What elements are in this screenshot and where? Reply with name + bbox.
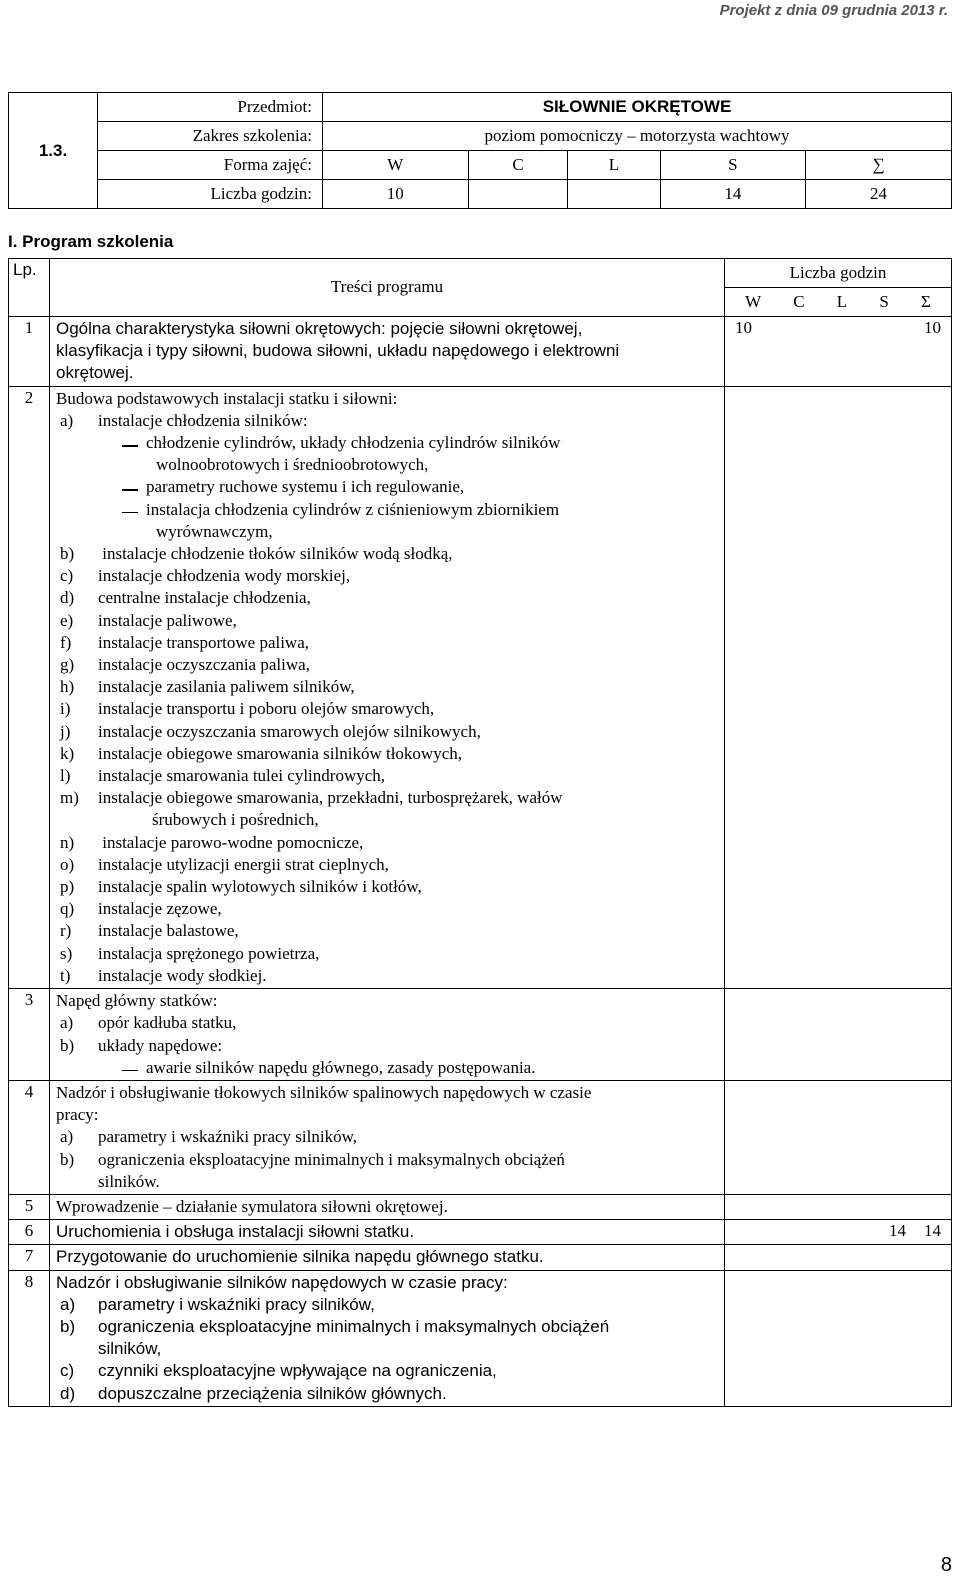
continuation-line: silników. <box>98 1171 160 1191</box>
row-number: 7 <box>9 1245 50 1270</box>
program-row <box>9 1245 952 1270</box>
scope-value: poziom pomocniczy – motorzysta wachtowy <box>323 122 952 151</box>
item-letter: c) <box>60 566 74 586</box>
row-number: 8 <box>9 1270 50 1406</box>
item-text: opór kadłuba statku, <box>98 1013 237 1033</box>
item-letter: d) <box>60 588 75 608</box>
sub-item <box>56 787 724 809</box>
hours-l <box>568 180 660 209</box>
item-letter: b) <box>60 1316 76 1336</box>
row-content <box>50 317 725 387</box>
item-letter: i) <box>60 699 71 719</box>
sub-item <box>56 743 724 765</box>
program-table <box>8 258 952 1407</box>
content-line: Wprowadzenie – działanie symulatora siłowni okrętowej. <box>56 1196 448 1216</box>
row-title: Budowa podstawowych instalacji statku i siłowni: <box>56 388 398 408</box>
item-letter: a) <box>60 410 74 430</box>
hours-c <box>468 180 568 209</box>
continuation-line: silników, <box>98 1339 162 1359</box>
form-s: S <box>660 151 806 180</box>
continuation-line: wolnoobrotowych i średnioobrotowych, <box>156 455 429 475</box>
sub-item <box>56 1126 724 1148</box>
item-text: instalacje wody słodkiej. <box>98 965 267 985</box>
continuation-line: wyrównawczym, <box>156 521 273 541</box>
row-number: 3 <box>9 989 50 1081</box>
dash-item: awarie silników napędu głównego, zasady postępowania. <box>56 1057 724 1079</box>
sub-item <box>56 943 724 965</box>
row-title: pracy: <box>56 1105 99 1125</box>
item-text: instalacje chłodzenia wody morskiej, <box>98 566 351 586</box>
hours-label: Liczba godzin: <box>98 180 323 209</box>
sub-item <box>56 898 724 920</box>
item-text: instalacje utylizacji energii strat cieplnych, <box>98 854 389 874</box>
item-letter: a) <box>60 1127 74 1147</box>
subject-table <box>8 92 952 209</box>
row-number: 2 <box>9 386 50 988</box>
item-text: instalacje oczyszczania smarowych olejów silnikowych, <box>98 721 481 741</box>
sub-item <box>56 1360 724 1382</box>
item-text: instalacje transportowe paliwa, <box>98 632 310 652</box>
row-content <box>50 386 725 988</box>
hcol-sum: Σ <box>920 292 931 311</box>
item-text: centralne instalacje chłodzenia, <box>98 588 311 608</box>
row-content <box>50 1270 725 1406</box>
item-letter: e) <box>60 610 74 630</box>
row-hours <box>725 317 952 387</box>
form-l: L <box>568 151 660 180</box>
program-row <box>9 317 952 387</box>
col-hours: Liczba godzin <box>725 259 952 288</box>
item-letter: l) <box>60 766 71 786</box>
sub-item <box>56 1012 724 1034</box>
item-text: instalacje obiegowe smarowania, przekładni, turbosprężarek, wałów <box>98 788 563 808</box>
continuation-line: śrubowych i pośrednich, <box>152 810 319 830</box>
item-text: instalacje zęzowe, <box>98 899 222 919</box>
item-letter: d) <box>60 1383 76 1403</box>
item-letter: k) <box>60 743 75 763</box>
scope-label: Zakres szkolenia: <box>98 122 323 151</box>
col-content: Treści programu <box>50 259 725 317</box>
program-row <box>9 386 952 988</box>
row-content <box>50 1245 725 1270</box>
row-number: 1 <box>9 317 50 387</box>
item-letter: c) <box>60 1361 75 1381</box>
sub-item <box>56 876 724 898</box>
item-text: instalacje spalin wylotowych silników i kotłów, <box>98 877 422 897</box>
item-letter: n) <box>60 832 75 852</box>
page-number: 8 <box>940 1554 952 1576</box>
sub-item <box>56 1316 724 1338</box>
item-letter: a) <box>60 1013 74 1033</box>
sub-item <box>56 587 724 609</box>
hcol-l: L <box>836 292 848 311</box>
sub-item <box>56 698 724 720</box>
sub-item <box>56 632 724 654</box>
hour-cols <box>725 288 951 316</box>
dash-item: instalacja chłodzenia cylindrów z ciśnieniowym zbiornikiem <box>56 499 724 521</box>
section-title: I. Program szkolenia <box>8 232 174 251</box>
sub-item <box>56 1149 724 1171</box>
form-c: C <box>468 151 568 180</box>
sub-item <box>56 1383 724 1405</box>
item-text: instalacja sprężonego powietrza, <box>98 943 320 963</box>
item-text: ograniczenia eksploatacyjne minimalnych i maksymalnych obciążeń <box>98 1149 565 1169</box>
item-letter: t) <box>60 965 71 985</box>
hours-values <box>725 1220 951 1242</box>
item-letter: q) <box>60 899 75 919</box>
hcol-w: W <box>745 292 762 311</box>
item-text: instalacje obiegowe smarowania silników tłokowych, <box>98 743 462 763</box>
item-letter: b) <box>60 1035 75 1055</box>
col-lp: Lp. <box>9 259 50 317</box>
subject-value: SIŁOWNIE OKRĘTOWE <box>323 93 952 122</box>
form-sum: ∑ <box>806 151 952 180</box>
item-text: instalacje zasilania paliwem silników, <box>98 677 355 697</box>
row-hours <box>725 386 952 988</box>
row-title: Nadzór i obsługiwanie silników napędowych w czasie pracy: <box>56 1272 508 1292</box>
program-row <box>9 1194 952 1219</box>
item-text: układy napędowe: <box>98 1035 223 1055</box>
content-line: Uruchomienia i obsługa instalacji siłowni statku. <box>56 1222 415 1242</box>
item-letter: f) <box>60 632 72 652</box>
item-letter: h) <box>60 677 75 697</box>
item-text: instalacje parowo-wodne pomocnicze, <box>98 832 364 852</box>
hours-values <box>725 317 951 339</box>
item-text: instalacje transportu i poboru olejów smarowych, <box>98 699 435 719</box>
sub-item <box>56 565 724 587</box>
row-hours <box>725 1220 952 1245</box>
subject-label: Przedmiot: <box>98 93 323 122</box>
item-text: instalacje chłodzenia silników: <box>98 410 308 430</box>
sub-item <box>56 765 724 787</box>
sub-item <box>56 543 724 565</box>
row-content <box>50 1220 725 1245</box>
subject-number: 1.3. <box>9 93 98 209</box>
row-content <box>50 1080 725 1194</box>
item-text: instalacje chłodzenie tłoków silników wodą słodką, <box>98 544 453 564</box>
row-number: 5 <box>9 1194 50 1219</box>
content-line: klasyfikacja i typy siłowni, budowa siłowni, układu napędowego i elektrowni <box>56 341 620 361</box>
hours-w: 10 <box>735 318 752 337</box>
item-letter: a) <box>60 1294 76 1314</box>
item-letter: o) <box>60 854 75 874</box>
row-title: Nadzór i obsługiwanie tłokowych silników spalinowych napędowych w czasie <box>56 1082 592 1102</box>
sub-item <box>56 410 724 432</box>
content-line: okrętowej. <box>56 363 134 383</box>
item-text: dopuszczalne przeciążenia silników głównych. <box>98 1383 447 1403</box>
item-text: parametry i wskaźniki pracy silników, <box>98 1127 358 1147</box>
item-letter: g) <box>60 655 75 675</box>
item-text: instalacje paliwowe, <box>98 610 237 630</box>
item-text: parametry i wskaźniki pracy silników, <box>98 1294 375 1314</box>
row-hours <box>725 1080 952 1194</box>
program-row <box>9 1270 952 1406</box>
item-text: ograniczenia eksploatacyjne minimalnych i maksymalnych obciążeń <box>98 1316 610 1336</box>
sub-item <box>56 920 724 942</box>
hours-w: 10 <box>323 180 469 209</box>
item-letter: b) <box>60 1149 75 1169</box>
item-text: instalacje balastowe, <box>98 921 239 941</box>
row-number: 6 <box>9 1220 50 1245</box>
item-letter: b) <box>60 544 75 564</box>
sub-item <box>56 654 724 676</box>
row-number: 4 <box>9 1080 50 1194</box>
item-text: instalacje smarowania tulei cylindrowych, <box>98 766 386 786</box>
item-letter: j) <box>60 721 71 741</box>
sub-item <box>56 965 724 987</box>
sub-item <box>56 854 724 876</box>
content-line: Ogólna charakterystyka siłowni okrętowych: pojęcie siłowni okrętowej, <box>56 319 583 338</box>
sub-item <box>56 1294 724 1316</box>
sub-item <box>56 676 724 698</box>
form-label: Forma zajęć: <box>98 151 323 180</box>
row-content <box>50 1194 725 1219</box>
item-letter: r) <box>60 921 72 941</box>
row-content <box>50 989 725 1081</box>
hours-sum: 10 <box>924 318 941 337</box>
item-text: czynniki eksploatacyjne wpływające na ograniczenia, <box>98 1361 497 1381</box>
project-header: Projekt z dnia 09 grudnia 2013 r. <box>719 2 948 19</box>
item-letter: m) <box>60 788 79 808</box>
dash-item: parametry ruchowe systemu i ich regulowanie, <box>56 476 724 498</box>
sub-item <box>56 610 724 632</box>
item-text: instalacje oczyszczania paliwa, <box>98 655 310 675</box>
hours-sum: 24 <box>806 180 952 209</box>
form-w: W <box>323 151 469 180</box>
sub-item <box>56 721 724 743</box>
hours-s: 14 <box>660 180 806 209</box>
item-letter: s) <box>60 943 73 963</box>
sub-item <box>56 1035 724 1057</box>
sub-item <box>56 832 724 854</box>
row-hours <box>725 1194 952 1219</box>
content-line: Przygotowanie do uruchomienie silnika napędu głównego statku. <box>56 1247 544 1267</box>
dash-item: chłodzenie cylindrów, układy chłodzenia cylindrów silników <box>56 432 724 454</box>
row-hours <box>725 1245 952 1270</box>
hours-sum: 14 <box>924 1221 941 1241</box>
hours-s: 14 <box>889 1221 906 1241</box>
row-hours <box>725 1270 952 1406</box>
program-row <box>9 989 952 1081</box>
row-hours <box>725 989 952 1081</box>
item-letter: p) <box>60 877 75 897</box>
program-row <box>9 1220 952 1245</box>
hcol-c: C <box>793 292 805 311</box>
hcol-s: S <box>879 292 889 311</box>
program-row <box>9 1080 952 1194</box>
row-title: Napęd główny statków: <box>56 991 218 1011</box>
